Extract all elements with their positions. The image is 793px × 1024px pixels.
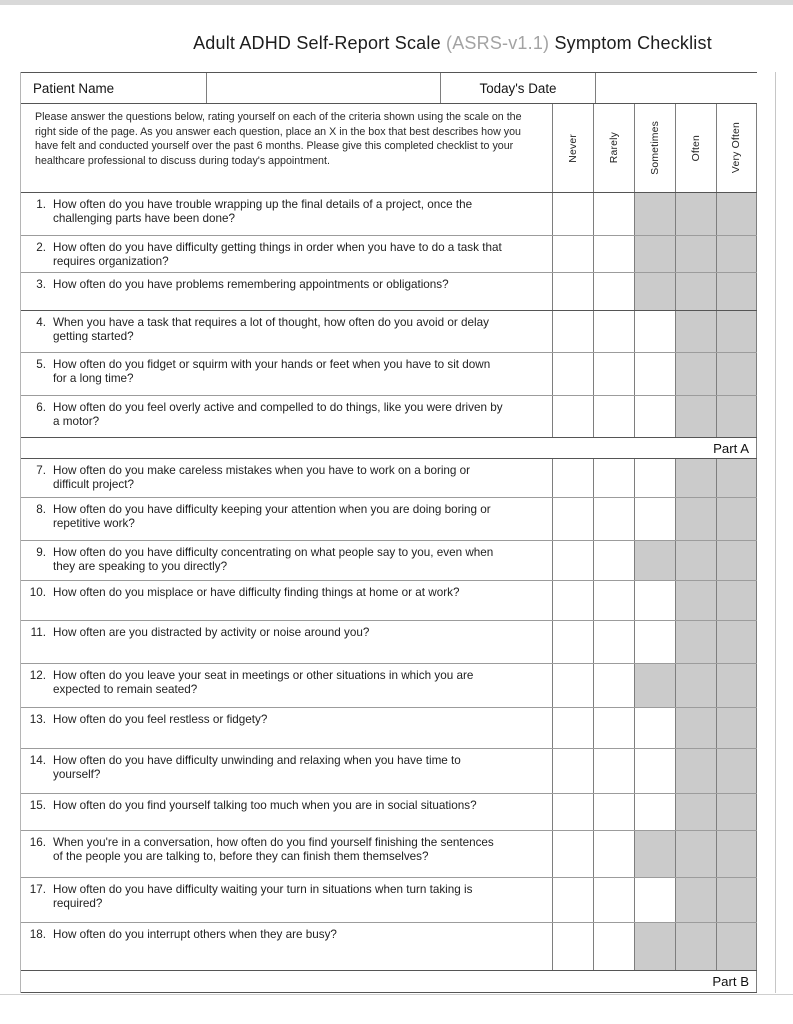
table-left-border [20,72,21,993]
question-text: How often do you have difficulty concentrating on what people say to you, even when they are speaking to you directly? [53,546,494,574]
patient-info-row [20,72,757,103]
question-row-4 [20,310,757,352]
question-row-11 [20,620,757,663]
answer-cell-never[interactable] [552,621,593,663]
asrs-checklist-form [20,72,757,993]
answer-cell-very-often[interactable] [716,923,757,970]
question-number: 3. [36,278,46,291]
answer-cell-never[interactable] [552,581,593,620]
answer-cell-rarely[interactable] [593,193,634,235]
part-a-label: Part A [713,440,749,456]
column-header-very-often-label: Very Often [731,122,742,174]
question-number: 10. [29,586,46,599]
column-header-never [552,104,593,192]
question-number: 12. [29,669,46,682]
answer-cell-rarely[interactable] [593,541,634,580]
answer-cell-sometimes[interactable] [634,831,675,877]
answer-cell-very-often[interactable] [716,273,757,310]
answer-cell-often[interactable] [675,581,716,620]
answer-cell-very-often[interactable] [716,353,757,395]
question-number: 1. [36,198,46,211]
answer-cell-never[interactable] [552,831,593,877]
question-row-10 [20,580,757,620]
answer-cell-sometimes[interactable] [634,621,675,663]
question-row-2 [20,235,757,272]
answer-cell-very-often[interactable] [716,831,757,877]
answer-cell-never[interactable] [552,193,593,235]
question-text: How often do you have difficulty waiting your turn in situations when turn taking is required? [53,883,473,911]
answer-cell-never[interactable] [552,459,593,497]
answer-cell-sometimes[interactable] [634,923,675,970]
answer-cell-sometimes[interactable] [634,353,675,395]
answer-cell-rarely[interactable] [593,353,634,395]
question-text: How often do you feel restless or fidgety? [53,713,268,726]
answer-cell-sometimes[interactable] [634,708,675,748]
question-row-3 [20,272,757,310]
question-number: 18. [29,928,46,941]
question-number: 15. [29,799,46,812]
answer-cell-very-often[interactable] [716,794,757,830]
answer-cell-never[interactable] [552,878,593,922]
question-number: 14. [29,754,46,767]
question-text: How often do you have trouble wrapping up the final details of a project, once the challenging parts have been done? [53,198,473,226]
answer-cell-sometimes[interactable] [634,581,675,620]
answer-cell-never[interactable] [552,749,593,793]
answer-cell-sometimes[interactable] [634,311,675,352]
answer-cell-rarely[interactable] [593,749,634,793]
column-header-never-label: Never [567,133,579,163]
answer-cell-rarely[interactable] [593,498,634,540]
column-header-rarely-label: Rarely [608,132,620,164]
answer-cell-often[interactable] [675,498,716,540]
header-row [20,103,757,192]
title-version: (ASRS-v1.1) [446,33,550,53]
title-main-right: Symptom Checklist [554,33,712,53]
answer-cell-never[interactable] [552,311,593,352]
question-number: 13. [29,713,46,726]
answer-cell-often[interactable] [675,193,716,235]
answer-cell-rarely[interactable] [593,708,634,748]
answer-cell-sometimes[interactable] [634,878,675,922]
question-row-1 [20,192,757,235]
answer-cell-often[interactable] [675,878,716,922]
answer-cell-never[interactable] [552,708,593,748]
question-number: 4. [36,316,46,329]
question-text: When you're in a conversation, how often do you find yourself finishing the sentences of the people you are talking to, before they can finish them themselves? [53,836,494,864]
answer-cell-never[interactable] [552,353,593,395]
question-number: 17. [29,883,46,896]
answer-cell-rarely[interactable] [593,581,634,620]
answer-cell-rarely[interactable] [593,794,634,830]
answer-cell-sometimes[interactable] [634,236,675,272]
question-row-13 [20,707,757,748]
answer-cell-often[interactable] [675,664,716,707]
answer-cell-sometimes[interactable] [634,541,675,580]
answer-cell-very-often[interactable] [716,749,757,793]
question-text: How often do you feel overly active and compelled to do things, like you were driven by a motor? [53,401,503,429]
answer-cell-often[interactable] [675,353,716,395]
question-text: How often are you distracted by activity or noise around you? [53,626,370,639]
column-header-often-label: Often [690,134,702,162]
answer-cell-sometimes[interactable] [634,664,675,707]
answer-cell-rarely[interactable] [593,664,634,707]
question-row-8 [20,497,757,540]
answer-cell-rarely[interactable] [593,236,634,272]
question-text: How often do you have difficulty getting things in order when you have to do a task that requires organization? [53,241,502,269]
todays-date-input[interactable] [595,73,757,103]
answer-cell-sometimes[interactable] [634,273,675,310]
question-row-7 [20,459,757,497]
question-row-6 [20,395,757,437]
scan-page-edge [0,0,793,5]
column-header-rarely [593,104,634,192]
instructions-text: Please answer the questions below, rating yourself on each of the criteria shown using the scale on the right side of the page. As you answer each question, place an X in the box that best describes how you have felt and conducted yourself over the past 6 months. Please give this completed checklist to your healthcare professional to discuss during today's appointment. [35,111,522,167]
answer-cell-often[interactable] [675,831,716,877]
question-number: 2. [36,241,46,254]
question-number: 16. [29,836,46,849]
page-outer-rule [775,72,776,993]
question-row-16 [20,830,757,877]
answer-cell-often[interactable] [675,708,716,748]
answer-cell-rarely[interactable] [593,311,634,352]
answer-cell-often[interactable] [675,396,716,437]
answer-cell-never[interactable] [552,664,593,707]
answer-cell-very-often[interactable] [716,236,757,272]
answer-cell-very-often[interactable] [716,708,757,748]
question-number: 7. [36,464,46,477]
answer-cell-rarely[interactable] [593,831,634,877]
question-text: When you have a task that requires a lot of thought, how often do you avoid or delay getting started? [53,316,489,344]
question-text: How often do you leave your seat in meetings or other situations in which you are expected to remain seated? [53,669,474,697]
answer-cell-rarely[interactable] [593,273,634,310]
answer-cell-sometimes[interactable] [634,193,675,235]
question-text: How often do you interrupt others when they are busy? [53,928,337,941]
answer-cell-very-often[interactable] [716,193,757,235]
answer-cell-often[interactable] [675,236,716,272]
table-right-edge [756,971,757,992]
answer-cell-very-often[interactable] [716,396,757,437]
todays-date-label: Today's Date [440,73,595,103]
question-text: How often do you find yourself talking too much when you are in social situations? [53,799,477,812]
answer-cell-rarely[interactable] [593,923,634,970]
answer-cell-very-often[interactable] [716,878,757,922]
page-title [0,33,793,54]
column-header-sometimes [634,104,675,192]
answer-cell-never[interactable] [552,923,593,970]
question-text: How often do you have problems remembering appointments or obligations? [53,278,449,291]
answer-cell-often[interactable] [675,459,716,497]
question-number: 5. [36,358,46,371]
question-row-15 [20,793,757,830]
answer-cell-rarely[interactable] [593,459,634,497]
answer-cell-never[interactable] [552,236,593,272]
question-text: How often do you have difficulty unwinding and relaxing when you have time to yourself? [53,754,461,782]
answer-cell-very-often[interactable] [716,541,757,580]
title-main-left: Adult ADHD Self-Report Scale [193,33,441,53]
table-right-edge [756,438,757,458]
answer-cell-never[interactable] [552,273,593,310]
part-b-label: Part B [712,974,749,989]
answer-cell-very-often[interactable] [716,498,757,540]
answer-cell-rarely[interactable] [593,621,634,663]
question-text: How often do you fidget or squirm with your hands or feet when you have to sit down for a long time? [53,358,491,386]
answer-cell-never[interactable] [552,498,593,540]
question-number: 11. [30,626,46,639]
page-bottom-rule [0,994,793,995]
answer-cell-never[interactable] [552,396,593,437]
answer-cell-very-often[interactable] [716,581,757,620]
question-number: 6. [36,401,46,414]
patient-name-input[interactable] [206,73,440,103]
question-row-18 [20,922,757,970]
answer-cell-rarely[interactable] [593,878,634,922]
answer-cell-sometimes[interactable] [634,459,675,497]
answer-cell-very-often[interactable] [716,664,757,707]
answer-cell-sometimes[interactable] [634,794,675,830]
answer-cell-often[interactable] [675,749,716,793]
patient-name-label: Patient Name [33,80,115,96]
column-header-very-often [716,104,757,192]
question-text: How often do you have difficulty keeping your attention when you are doing boring or repetitive work? [53,503,491,531]
answer-cell-often[interactable] [675,794,716,830]
answer-cell-sometimes[interactable] [634,749,675,793]
answer-cell-often[interactable] [675,923,716,970]
column-header-often [675,104,716,192]
answer-cell-rarely[interactable] [593,396,634,437]
answer-cell-very-often[interactable] [716,621,757,663]
answer-cell-never[interactable] [552,794,593,830]
question-row-12 [20,663,757,707]
question-row-17 [20,877,757,922]
question-row-14 [20,748,757,793]
answer-cell-never[interactable] [552,541,593,580]
answer-cell-sometimes[interactable] [634,498,675,540]
question-row-9 [20,540,757,580]
answer-cell-often[interactable] [675,541,716,580]
column-header-sometimes-label: Sometimes [649,121,661,175]
question-number: 9. [36,546,46,559]
answer-cell-very-often[interactable] [716,459,757,497]
part-b-row [20,970,757,993]
answer-cell-often[interactable] [675,621,716,663]
answer-cell-often[interactable] [675,273,716,310]
question-text: How often do you make careless mistakes when you have to work on a boring or difficult project? [53,464,471,492]
question-number: 8. [36,503,46,516]
question-row-5 [20,352,757,395]
answer-cell-often[interactable] [675,311,716,352]
question-text: How often do you misplace or have difficulty finding things at home or at work? [53,586,460,599]
part-a-row [20,437,757,459]
answer-cell-sometimes[interactable] [634,396,675,437]
answer-cell-very-often[interactable] [716,311,757,352]
